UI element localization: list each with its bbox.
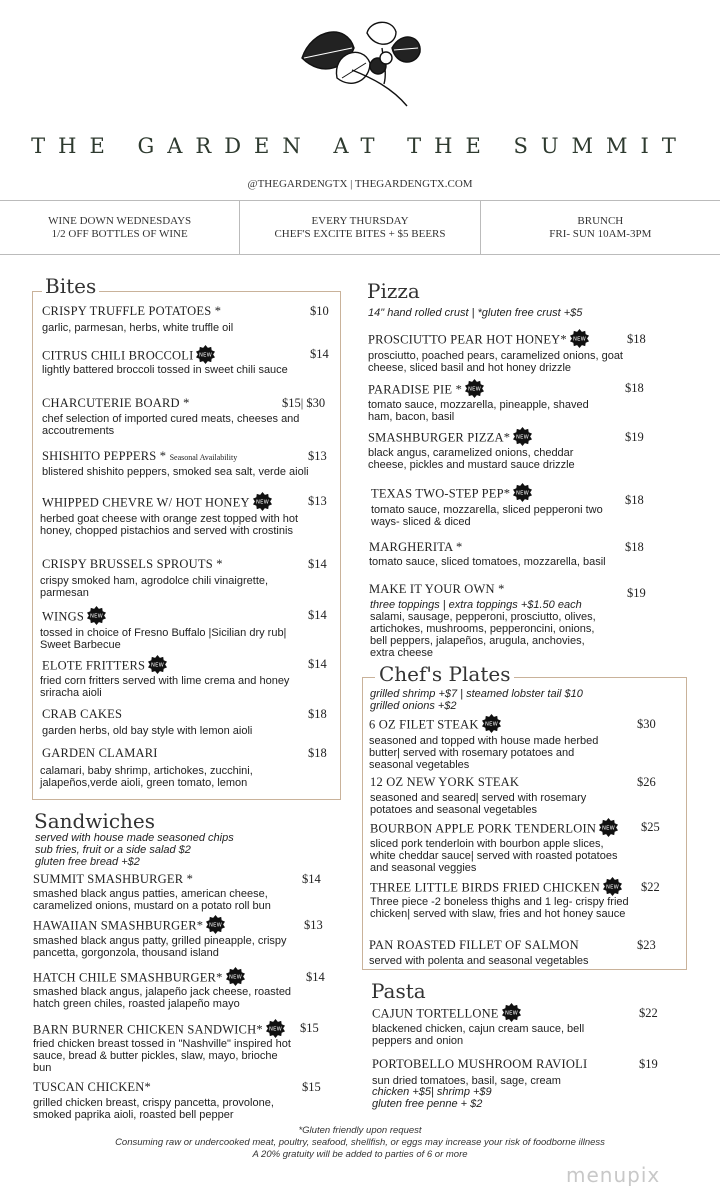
chefs-plates-note: grilled shrimp +$7 | steamed lobster tail $10 grilled onions +$2 xyxy=(370,688,583,712)
menu-item-desc: seasoned and seared| served with rosemary potatoes and seasonal vegetables xyxy=(370,792,587,816)
new-badge xyxy=(465,379,484,398)
menu-item-price: $14 xyxy=(310,347,329,361)
menu-item-desc: sliced pork tenderloin with bourbon apple slices, white cheddar sauce| served with roasted potatoes and seasonal veggies xyxy=(370,838,618,874)
promo-bar xyxy=(0,200,720,255)
promo-heading: WINE DOWN WEDNESDAYS xyxy=(48,214,192,227)
menu-item-price: $18 xyxy=(625,381,644,395)
new-badge-text: NEW xyxy=(199,352,213,359)
menu-item-price: $15 xyxy=(300,1021,319,1035)
menu-item-name: HAWAIIAN SMASHBURGER* NEW xyxy=(33,917,225,936)
menu-item-price: $15 xyxy=(302,1080,321,1094)
menu-item-price: $19 xyxy=(627,586,646,600)
menu-item-desc: fried chicken breast tossed in "Nashville" inspired hot sauce, bread & butter pickles, slaw, mayo, brioche bun xyxy=(33,1038,291,1074)
menu-item-desc: tossed in choice of Fresno Buffalo |Sicilian dry rub| Sweet Barbecue xyxy=(40,627,287,651)
menu-item-price: $13 xyxy=(304,918,323,932)
menu-item-price: $19 xyxy=(639,1057,658,1071)
menu-item-price: $14 xyxy=(308,657,327,671)
new-badge xyxy=(502,1003,521,1022)
new-badge-text: NEW xyxy=(209,922,223,929)
menu-item-name: PORTOBELLO MUSHROOM RAVIOLI xyxy=(372,1057,588,1071)
promo-thursday xyxy=(239,201,479,254)
new-badge-text: NEW xyxy=(516,490,530,497)
menu-item-name: TEXAS TWO-STEP PEP* NEW xyxy=(371,485,532,504)
menu-item-price: $18 xyxy=(625,493,644,507)
menu-item-name: MAKE IT YOUR OWN * xyxy=(369,582,505,596)
menu-item-name: SUMMIT SMASHBURGER * xyxy=(33,872,194,886)
menu-item-price: $14 xyxy=(308,557,327,571)
menu-item-desc: grilled chicken breast, crispy pancetta, provolone, smoked paprika aioli, roasted bell pepper xyxy=(33,1097,274,1121)
menu-item-name: 6 OZ FILET STEAK NEW xyxy=(369,716,501,735)
menu-item-desc: fried corn fritters served with lime crema and honey sriracha aioli xyxy=(40,675,290,699)
menu-item-desc: chef selection of imported cured meats, cheeses and accoutrements xyxy=(42,413,300,437)
menu-item-note: three toppings | extra toppings +$1.50 each xyxy=(370,599,582,611)
menu-item-desc: sun dried tomatoes, basil, sage, cream xyxy=(372,1075,561,1087)
new-badge xyxy=(513,483,532,502)
menu-item-price: $23 xyxy=(637,938,656,952)
promo-detail: 1/2 OFF BOTTLES OF WINE xyxy=(51,227,188,240)
menu-item-name: CITRUS CHILI BROCCOLI NEW xyxy=(42,347,215,366)
botanical-logo-illustration xyxy=(292,18,428,118)
promo-wine-down xyxy=(0,201,239,254)
menu-item-note: chicken +$5| shrimp +$9 gluten free penne + $2 xyxy=(372,1086,492,1110)
menu-item-name: ELOTE FRITTERS NEW xyxy=(42,657,167,676)
menu-item-name: MARGHERITA * xyxy=(369,540,463,554)
new-badge xyxy=(513,427,532,446)
menu-item-price: $14 xyxy=(306,970,325,984)
menu-item-name: TUSCAN CHICKEN* xyxy=(33,1080,151,1094)
menu-item-price: $22 xyxy=(641,880,660,894)
menu-item-name: PROSCIUTTO PEAR HOT HONEY* NEW xyxy=(368,331,589,350)
menupix-watermark: menupix xyxy=(566,1163,661,1186)
menu-item-name: 12 OZ NEW YORK STEAK xyxy=(370,775,520,789)
menu-item-desc: tomato sauce, mozzarella, pineapple, shaved ham, bacon, basil xyxy=(368,399,589,423)
menu-item-price: $18 xyxy=(625,540,644,554)
menu-item-price: $18 xyxy=(308,746,327,760)
menu-item-price: $10 xyxy=(310,304,329,318)
new-badge-text: NEW xyxy=(255,499,269,506)
social-handle: @THEGARDENGTX | THEGARDENGTX.COM xyxy=(247,178,473,190)
menu-item-desc: blistered shishito peppers, smoked sea salt, verde aioli xyxy=(42,466,309,478)
menu-item-name: CRISPY TRUFFLE POTATOES * xyxy=(42,304,222,318)
promo-heading: EVERY THURSDAY xyxy=(311,214,409,227)
new-badge-text: NEW xyxy=(90,613,103,620)
menu-item-price: $14 xyxy=(308,608,327,622)
menu-item-price: $22 xyxy=(639,1006,658,1020)
menu-item-price: $13 xyxy=(308,449,327,463)
menu-item-desc: served with polenta and seasonal vegetables xyxy=(369,955,589,967)
menu-item-price: $19 xyxy=(625,430,644,444)
menu-item-name: CRISPY BRUSSELS SPROUTS * xyxy=(42,557,223,571)
pizza-title: Pizza xyxy=(367,279,420,303)
new-badge-text: NEW xyxy=(268,1026,282,1033)
menu-item-desc: garden herbs, old bay style with lemon aioli xyxy=(42,725,253,737)
new-badge-text: NEW xyxy=(151,662,165,669)
menu-item-desc: lightly battered broccoli tossed in sweet chili sauce xyxy=(42,364,288,376)
menu-item-name: PAN ROASTED FILLET OF SALMON xyxy=(369,938,579,952)
menu-item-price: $30 xyxy=(637,717,656,731)
menu-item-name: CAJUN TORTELLONE NEW xyxy=(372,1005,521,1024)
menu-item-desc: salami, sausage, pepperoni, prosciutto, olives, artichokes, mushrooms, pepperoncini, onions, bell peppers, jalapeños, arugula, anchovies, extra cheese xyxy=(370,611,596,659)
menu-item-name: PARADISE PIE * NEW xyxy=(368,381,484,400)
sandwiches-note: served with house made seasoned chips sub fries, fruit or a side salad $2 gluten free bread +$2 xyxy=(35,832,234,868)
menu-item-name: BARN BURNER CHICKEN SANDWICH* NEW xyxy=(33,1021,285,1040)
bites-title: Bites xyxy=(42,274,99,298)
menu-item-price: $15| $30 xyxy=(282,396,326,410)
menu-item-name: SMASHBURGER PIZZA* NEW xyxy=(368,429,532,448)
sandwiches-title: Sandwiches xyxy=(34,809,156,833)
new-badge xyxy=(253,492,272,511)
chefs-plates-title: Chef's Plates xyxy=(375,662,514,686)
new-badge xyxy=(87,606,106,625)
menu-item-price: $14 xyxy=(302,872,321,886)
menu-item-name: WHIPPED CHEVRE W/ HOT HONEY NEW xyxy=(42,494,272,513)
promo-detail: FRI- SUN 10AM-3PM xyxy=(549,227,652,240)
menu-item-name: GARDEN CLAMARI xyxy=(42,746,158,760)
new-badge xyxy=(603,877,622,896)
gluten-note: *Gluten friendly upon request xyxy=(298,1125,422,1136)
pasta-title: Pasta xyxy=(371,979,426,1003)
menu-item-name: SHISHITO PEPPERS * Seasonal Availability xyxy=(42,449,238,463)
new-badge-text: NEW xyxy=(484,721,498,728)
new-badge xyxy=(482,714,501,733)
new-badge-text: NEW xyxy=(602,825,616,832)
new-badge-text: NEW xyxy=(504,1010,518,1017)
menu-item-name: HATCH CHILE SMASHBURGER* NEW xyxy=(33,969,245,988)
menu-item-desc: tomato sauce, mozzarella, sliced pepperoni two ways- sliced & diced xyxy=(371,504,603,528)
restaurant-title: THE GARDEN AT THE SUMMIT xyxy=(31,134,689,158)
new-badge xyxy=(599,818,618,837)
menu-item-name: THREE LITTLE BIRDS FRIED CHICKEN NEW xyxy=(370,879,622,898)
promo-heading: BRUNCH xyxy=(577,214,624,227)
new-badge-text: NEW xyxy=(516,434,530,441)
promo-detail: CHEF'S EXCITE BITES + $5 BEERS xyxy=(274,227,446,240)
menu-item-name: WINGS NEW xyxy=(42,608,106,627)
menu-item-desc: seasoned and topped with house made herbed butter| served with rosemary potatoes and seasonal vegetables xyxy=(369,735,599,771)
food-safety-note: Consuming raw or undercooked meat, poultry, seafood, shellfish, or eggs may increase your risk of foodborne illness xyxy=(115,1137,605,1148)
new-badge-text: NEW xyxy=(606,884,619,891)
new-badge xyxy=(196,345,215,364)
seasonal-tag: Seasonal Availability xyxy=(169,453,238,462)
menu-item-desc: prosciutto, poached pears, caramelized onions, goat cheese, sliced basil and hot honey drizzle xyxy=(368,350,623,374)
menu-item-desc: tomato sauce, sliced tomatoes, mozzarella, basil xyxy=(369,556,606,568)
menu-item-desc: crispy smoked ham, agrodolce chili vinaigrette, parmesan xyxy=(40,575,269,599)
new-badge xyxy=(570,329,589,348)
new-badge xyxy=(206,915,225,934)
new-badge xyxy=(148,655,167,674)
menu-item-desc: smashed black angus patties, american cheese, caramelized onions, mustard on a potato roll bun xyxy=(33,888,271,912)
menu-item-price: $26 xyxy=(637,775,656,789)
menu-item-desc: black angus, caramelized onions, cheddar cheese, pickles and mustard sauce drizzle xyxy=(368,447,575,471)
new-badge xyxy=(266,1019,285,1038)
menu-item-name: CRAB CAKES xyxy=(42,707,123,721)
menu-item-desc: garlic, parmesan, herbs, white truffle oil xyxy=(42,322,234,334)
gratuity-note: A 20% gratuity will be added to parties of 6 or more xyxy=(252,1149,468,1160)
menu-item-desc: calamari, baby shrimp, artichokes, zucchini, jalapeños,verde aioli, green tomato, lemon xyxy=(40,765,253,789)
menu-item-name: CHARCUTERIE BOARD * xyxy=(42,396,190,410)
new-badge-text: NEW xyxy=(228,974,242,981)
new-badge-text: NEW xyxy=(468,386,481,393)
menu-item-price: $18 xyxy=(308,707,327,721)
menu-item-desc: smashed black angus, jalapeño jack cheese, roasted hatch green chiles, roasted jalapeño mayo xyxy=(33,986,292,1010)
new-badge-text: NEW xyxy=(572,336,586,343)
menu-item-name: BOURBON APPLE PORK TENDERLOIN NEW xyxy=(370,820,618,839)
menu-item-price: $13 xyxy=(308,494,327,508)
menu-item-desc: herbed goat cheese with orange zest topped with hot honey, chopped pistachios and served with crostinis xyxy=(40,513,299,537)
menu-item-desc: blackened chicken, cajun cream sauce, bell peppers and onion xyxy=(372,1023,585,1047)
menu-item-price: $18 xyxy=(627,332,646,346)
menu-item-price: $25 xyxy=(641,820,660,834)
menu-item-desc: Three piece -2 boneless thighs and 1 leg- crispy fried chicken| served with slaw, fries and hot honey sauce xyxy=(370,896,629,920)
pizza-note: 14" hand rolled crust | *gluten free crust +$5 xyxy=(368,307,583,319)
promo-brunch xyxy=(480,201,720,254)
menu-item-desc: smashed black angus patty, grilled pineapple, crispy pancetta, gorgonzola, thousand island xyxy=(33,935,287,959)
new-badge xyxy=(226,967,245,986)
